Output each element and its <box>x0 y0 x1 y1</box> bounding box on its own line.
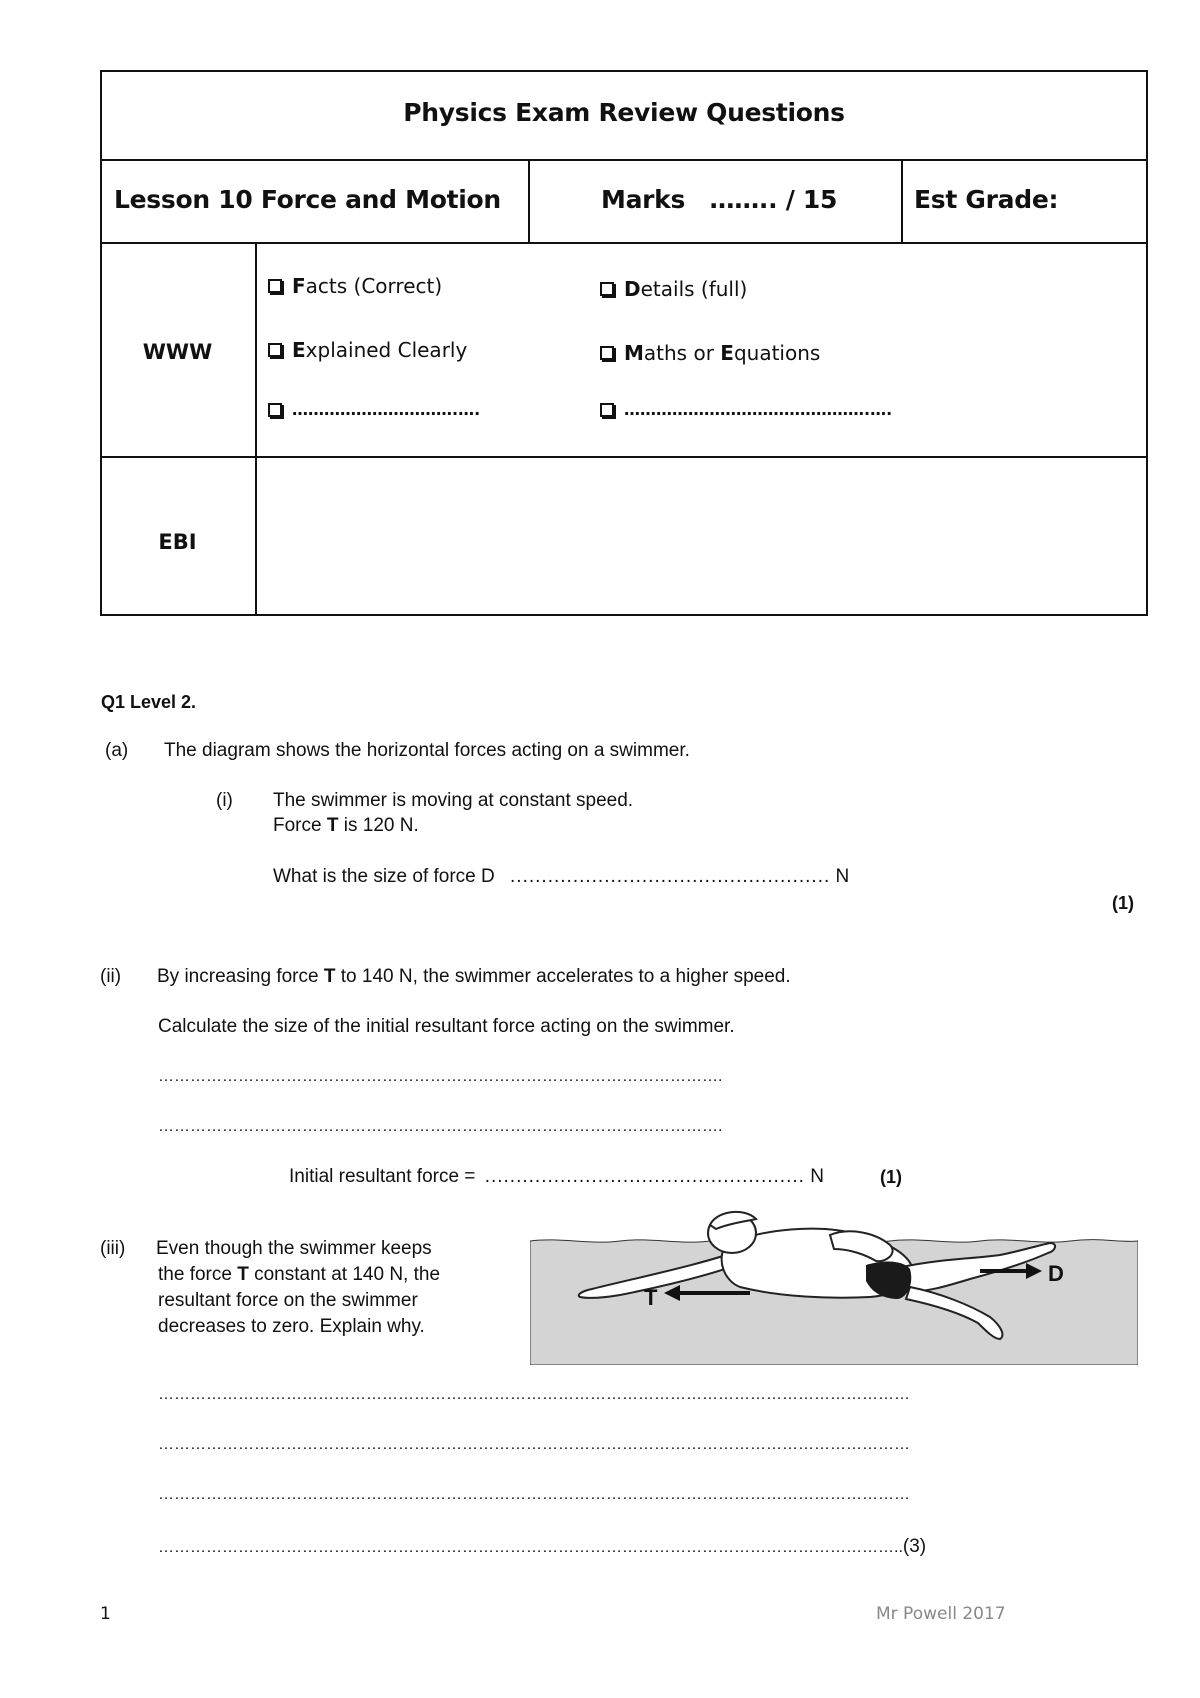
marks-cell <box>601 185 837 214</box>
part-a-label: (a) <box>105 740 129 761</box>
text-fragment: T <box>323 966 336 987</box>
marks-badge: (3) <box>902 1536 927 1557</box>
checklist-item-label: xplained Clearly <box>305 338 468 362</box>
www-label: WWW <box>142 340 213 364</box>
part-i-line1: The swimmer is moving at constant speed. <box>273 790 634 811</box>
part-iii-line2 <box>158 1264 440 1286</box>
checklist-item-label: F <box>292 274 306 298</box>
part-iii-line4: decreases to zero. Explain why. <box>158 1316 425 1337</box>
checkbox-icon[interactable] <box>600 403 614 417</box>
answer-line[interactable]: …………………………………………………………………………………………………………………………… <box>158 1386 910 1403</box>
answer-line[interactable]: …………………………………………………………………………………………………………………………… <box>158 1486 910 1503</box>
part-i-label: (i) <box>216 790 233 811</box>
resultant-force-row <box>289 1166 824 1188</box>
answer-line[interactable]: ……………………………………………………………………………………………. <box>158 1118 723 1135</box>
text-fragment: Force <box>273 815 327 836</box>
label-t: T <box>644 1285 658 1310</box>
part-ii-question: Calculate the size of the initial resultant force acting on the swimmer. <box>158 1016 735 1037</box>
checklist-item-blank[interactable] <box>268 400 480 419</box>
checklist-item-label: quations <box>733 341 821 365</box>
result-label: Initial resultant force = <box>289 1166 476 1187</box>
part-ii-text <box>157 966 791 988</box>
checklist-blank-line: ……………………………………….…. <box>624 400 893 419</box>
text-fragment: is 120 N. <box>338 815 419 836</box>
answer-line[interactable]: …………………………………………………………………………………………………………………………… <box>158 1436 910 1453</box>
checkbox-icon[interactable] <box>600 282 614 296</box>
question-text: What is the size of force D <box>273 866 495 887</box>
table-divider <box>102 159 1146 161</box>
table-divider <box>102 242 1146 244</box>
part-iii-line3: resultant force on the swimmer <box>158 1290 418 1311</box>
page-title: Physics Exam Review Questions <box>403 98 845 127</box>
marks-label: Marks <box>601 185 686 214</box>
page-number: 1 <box>100 1604 111 1624</box>
author-footer: Mr Powell 2017 <box>876 1604 1006 1624</box>
text-fragment: constant at 140 N, the <box>248 1264 441 1285</box>
unit-label: N <box>835 866 850 887</box>
marks-value: …….. / 15 <box>709 185 838 214</box>
part-iii-line1: Even though the swimmer keeps <box>156 1238 432 1259</box>
checklist-item-explained[interactable] <box>268 338 467 362</box>
answer-blank[interactable]: ................................................... <box>484 1166 805 1187</box>
table-divider <box>102 456 1146 458</box>
part-a-text: The diagram shows the horizontal forces acting on a swimmer. <box>164 740 690 761</box>
text-fragment: to 140 N, the swimmer accelerates to a higher speed. <box>335 966 791 987</box>
marks-badge: (1) <box>880 1167 902 1187</box>
checklist-item-label: acts (Correct) <box>305 274 443 298</box>
question-heading: Q1 Level 2. <box>101 692 197 712</box>
checklist-item-label: E <box>292 338 306 362</box>
text-fragment: the force <box>158 1264 238 1285</box>
checkbox-icon[interactable] <box>268 403 282 417</box>
checklist-item-label: aths or <box>643 341 721 365</box>
checklist-item-label: M <box>624 341 644 365</box>
answer-line <box>158 1536 926 1558</box>
text-fragment: T <box>326 815 339 836</box>
checkbox-icon[interactable] <box>268 343 282 357</box>
part-i-line2 <box>273 815 419 837</box>
checklist-item-maths[interactable] <box>600 341 820 365</box>
answer-blank[interactable]: ................................................... <box>510 866 831 887</box>
swimmer-diagram <box>530 1205 1138 1365</box>
marks-badge: (1) <box>1112 893 1134 913</box>
checklist-blank-line: ………………………….…. <box>292 400 481 419</box>
table-divider <box>255 242 257 616</box>
part-i-question <box>273 866 849 888</box>
checkbox-icon[interactable] <box>268 279 282 293</box>
checklist-item-label: E <box>720 341 734 365</box>
answer-line-text[interactable]: ………………………………………………………………………………………………………………………….. <box>158 1539 903 1556</box>
table-divider <box>901 159 903 243</box>
checklist-item-blank[interactable] <box>600 400 892 419</box>
part-ii-label: (ii) <box>100 966 122 987</box>
text-fragment: By increasing force <box>157 966 324 987</box>
unit-label: N <box>810 1166 824 1187</box>
ebi-label: EBI <box>158 530 197 554</box>
part-iii-label: (iii) <box>100 1238 126 1259</box>
checklist-item-label: D <box>624 277 641 301</box>
table-divider <box>528 159 530 243</box>
checklist-item-label: etails (full) <box>640 277 748 301</box>
grade-label: Est Grade: <box>914 185 1059 214</box>
label-d: D <box>1048 1261 1064 1286</box>
checklist-item-details[interactable] <box>600 277 747 301</box>
lesson-title: Lesson 10 Force and Motion <box>114 185 501 214</box>
answer-line[interactable]: ……………………………………………………………………………………………. <box>158 1068 723 1085</box>
checkbox-icon[interactable] <box>600 346 614 360</box>
text-fragment: T <box>237 1264 249 1285</box>
checklist-item-facts[interactable] <box>268 274 442 298</box>
